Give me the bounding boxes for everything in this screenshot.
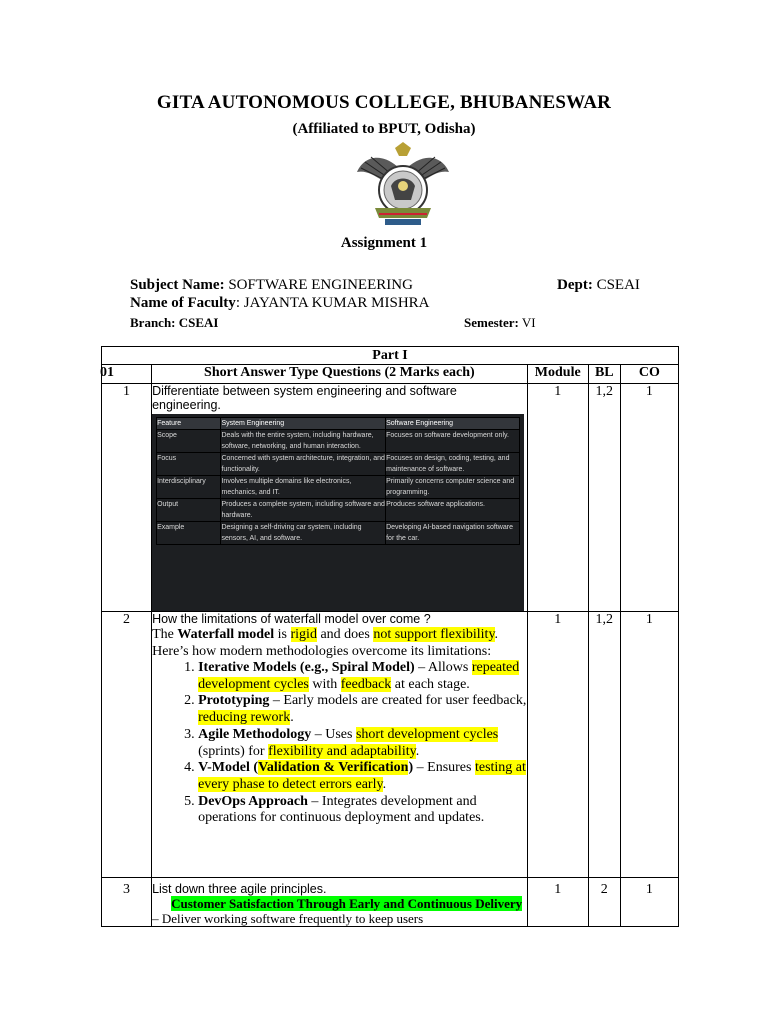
list-item [198, 760, 527, 793]
semester-line [464, 315, 536, 331]
comparison-cell: Produces software applications. [386, 499, 520, 522]
comparison-cell: Scope [157, 430, 221, 453]
highlight: rigid [290, 627, 317, 642]
highlight: short development cycles [355, 726, 499, 742]
principle-text: – Deliver working software frequently to keep users [152, 911, 424, 926]
q2-text: How the limitations of waterfall model over come ? [152, 612, 431, 626]
q1-cell [152, 384, 528, 612]
q2-co: 1 [620, 612, 678, 878]
highlight: testing at every phase to detect errors early [198, 760, 526, 792]
item-text: (sprints) for [198, 743, 269, 759]
part-heading: Part I [102, 347, 679, 365]
comparison-header: System Engineering [221, 418, 386, 430]
q1-bl: 1,2 [588, 384, 620, 612]
branch-label: Branch: CSEAI [130, 315, 219, 330]
item-title: ) [408, 760, 414, 776]
item-title: Iterative Models (e.g., Spiral Model) [198, 660, 415, 675]
comparison-row [157, 499, 520, 522]
item-text: – Integrates development and operations for continuous deployment and updates. [198, 793, 485, 826]
answer-text: and does [316, 627, 374, 642]
affiliation: (Affiliated to BPUT, Odisha) [292, 121, 476, 137]
answer-bold: Waterfall model [177, 627, 275, 642]
comparison-cell: Focus [157, 453, 221, 476]
comparison-cell: Interdisciplinary [157, 476, 221, 499]
comparison-cell: Focuses on design, coding, testing, and maintenance of software. [386, 453, 520, 476]
q1-module: 1 [527, 384, 588, 612]
item-text: – Allows [414, 660, 472, 675]
dept-value: CSEAI [596, 277, 640, 293]
item-text: . [415, 743, 420, 759]
semester-value: VI [521, 315, 536, 330]
comparison-table [156, 417, 520, 545]
q1-co: 1 [620, 384, 678, 612]
comparison-row [157, 522, 520, 545]
item-text: at each stage. [391, 676, 470, 692]
highlight: flexibility and adaptability [268, 743, 416, 759]
faculty-label: Name of Faculty [130, 295, 236, 311]
comparison-cell: Designing a self-driving car system, including sensors, AI, and software. [221, 522, 386, 545]
answer-text: The [152, 627, 178, 642]
q3-text: List down three agile principles. [152, 882, 327, 896]
item-text: – Uses [311, 726, 356, 742]
dept-line [557, 277, 640, 294]
highlight: Validation & Verification [258, 760, 409, 776]
answer-text: . Here’s how modern methodologies overcome its limitations: [152, 627, 499, 659]
comparison-row [157, 476, 520, 499]
highlight: repeated development cycles [198, 660, 520, 692]
comparison-cell: Developing AI-based navigation software for the car. [386, 522, 520, 545]
list-item [198, 727, 527, 760]
comparison-header: Software Engineering [386, 418, 520, 430]
q2-cell [152, 612, 528, 878]
col-co: CO [620, 365, 678, 384]
item-text: with [308, 676, 341, 692]
questions-table [101, 346, 679, 927]
comparison-cell: Output [157, 499, 221, 522]
branch-line [130, 315, 219, 331]
q3-principle [152, 896, 527, 926]
q2-number: 2 [102, 612, 152, 878]
comparison-row [157, 453, 520, 476]
list-item [198, 660, 527, 693]
q2-bl: 1,2 [588, 612, 620, 878]
item-text: . [382, 776, 387, 792]
comparison-cell: Example [157, 522, 221, 545]
faculty-value: : JAYANTA KUMAR MISHRA [235, 295, 430, 311]
item-title: V-Model ( [198, 760, 259, 776]
comparison-row [157, 430, 520, 453]
item-text: – Ensures [413, 760, 475, 776]
section-index-text: 01 [100, 365, 114, 380]
section-title: Short Answer Type Questions (2 Marks each) [152, 365, 528, 384]
highlight: feedback [340, 676, 392, 692]
item-title: Agile Methodology [198, 726, 312, 742]
dept-label: Dept: [557, 277, 593, 293]
methodology-list [152, 660, 527, 827]
comparison-header: Feature [157, 418, 221, 430]
college-emblem [355, 142, 451, 228]
table-row [102, 384, 679, 612]
list-item [198, 794, 527, 827]
item-text: . [290, 710, 294, 726]
assignment-title: Assignment 1 [340, 235, 428, 251]
q3-cell [152, 878, 528, 927]
faculty-line [130, 295, 430, 312]
col-bl: BL [588, 365, 620, 384]
comparison-cell: Primarily concerns computer science and programming. [386, 476, 520, 499]
highlight: reducing rework [198, 710, 291, 726]
item-text: – Early models are created for user feedback, [269, 693, 527, 709]
college-name: GITA AUTONOMOUS COLLEGE, BHUBANESWAR [156, 92, 612, 113]
item-title: Prototyping [198, 693, 270, 709]
comparison-cell: Focuses on software development only. [386, 430, 520, 453]
q3-bl: 2 [588, 878, 620, 927]
q3-co: 1 [620, 878, 678, 927]
q1-number: 1 [102, 384, 152, 612]
list-item [198, 693, 527, 726]
subject-line [130, 277, 413, 294]
q3-number: 3 [102, 878, 152, 927]
semester-label: Semester: [464, 315, 519, 330]
item-title: DevOps Approach [198, 793, 308, 809]
q2-answer-intro [152, 626, 527, 660]
q1-text: Differentiate between system engineering and software engineering. [152, 384, 457, 412]
comparison-cell: Produces a complete system, including software and hardware. [221, 499, 386, 522]
table-row [102, 878, 679, 927]
comparison-cell: Deals with the entire system, including hardware, software, networking, and human interaction. [221, 430, 386, 453]
q3-module: 1 [527, 878, 588, 927]
comparison-cell: Involves multiple domains like electronics, mechanics, and IT. [221, 476, 386, 499]
highlight: not support flexibility [373, 627, 495, 642]
subject-label: Subject Name: [130, 277, 225, 293]
col-module: Module [527, 365, 588, 384]
subject-value: SOFTWARE ENGINEERING [228, 277, 413, 293]
q2-module: 1 [527, 612, 588, 878]
table-row [102, 612, 679, 878]
answer-text: is [274, 627, 291, 642]
section-index [102, 365, 152, 384]
comparison-image [152, 414, 524, 611]
comparison-cell: Concerned with system architecture, integration, and functionality. [221, 453, 386, 476]
highlight-green: Customer Satisfaction Through Early and Continuous Delivery [171, 896, 523, 911]
